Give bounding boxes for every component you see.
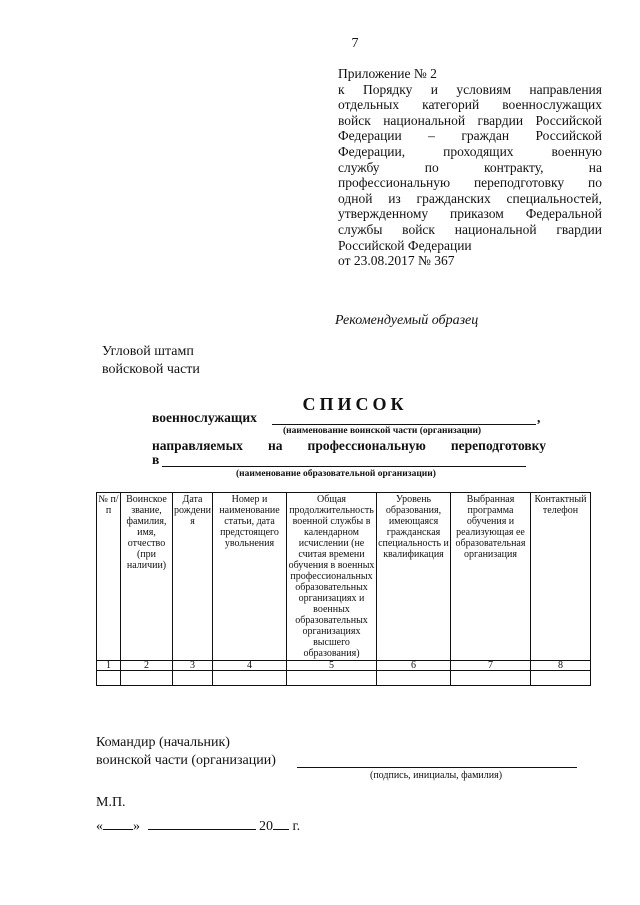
month-blank	[148, 817, 256, 830]
table-cell	[531, 671, 591, 686]
year-suffix: г.	[292, 819, 301, 834]
column-number: 3	[173, 661, 213, 671]
servicemen-table	[96, 492, 591, 686]
table-number-row	[97, 661, 591, 671]
year-prefix: 20	[259, 819, 273, 834]
signature-underline	[297, 767, 577, 768]
table-header-cell: Контактный телефон	[531, 493, 591, 661]
table-row	[97, 671, 591, 686]
institution-underline	[162, 466, 526, 467]
column-number: 4	[213, 661, 287, 671]
table-cell	[451, 671, 531, 686]
stamp-line: Угловой штамп	[102, 344, 194, 359]
column-number: 5	[287, 661, 377, 671]
seal-place: М.П.	[96, 795, 126, 810]
column-number: 1	[97, 661, 121, 671]
column-number: 7	[451, 661, 531, 671]
appendix-line: профессиональную переподготовку по	[338, 175, 602, 191]
servicemen-caption: (наименование воинской части (организации)	[283, 426, 482, 436]
table-cell	[173, 671, 213, 686]
signature-caption: (подпись, инициалы, фамилия)	[370, 770, 503, 781]
table-header-cell: Общая продолжительность военной службы в календарном исчислении (не считая времени обучения в военных профессиональных образовательных организациях и военных образовательных организациях высшего образования)	[287, 493, 377, 661]
in-label: в	[152, 452, 160, 467]
table-header-cell: № п/п	[97, 493, 121, 661]
institution-caption: (наименование образовательной организации)	[236, 469, 436, 479]
corner-stamp	[102, 343, 200, 379]
table-header-cell: Дата рождения	[173, 493, 213, 661]
appendix-block	[338, 66, 602, 269]
appendix-line: войск национальной гвардии Российской	[338, 112, 602, 128]
table-header-cell: Номер и наименование статьи, дата предстоящего увольнения	[213, 493, 287, 661]
commander-line: Командир (начальник)	[96, 735, 230, 750]
servicemen-underline	[272, 424, 536, 425]
day-blank	[103, 817, 133, 830]
table-header-cell: Воинское звание, фамилия, имя, отчество (при наличии)	[121, 493, 173, 661]
comma: ,	[537, 410, 541, 425]
appendix-line: службы войск национальной гвардии	[338, 221, 602, 237]
table-cell	[213, 671, 287, 686]
year-blank	[273, 817, 289, 830]
table-cell	[121, 671, 173, 686]
table-cell	[97, 671, 121, 686]
appendix-line: к Порядку и условиям направления	[338, 81, 602, 97]
commander-line: воинской части (организации)	[96, 753, 276, 768]
appendix-title: Приложение № 2	[338, 66, 437, 81]
column-number: 6	[377, 661, 451, 671]
appendix-line: Федерации, проходящих военную	[338, 143, 602, 159]
column-number: 2	[121, 661, 173, 671]
appendix-order: от 23.08.2017 № 367	[338, 253, 455, 269]
appendix-line: отдельных категорий военнослужащих	[338, 97, 602, 113]
table-header-cell: Выбранная программа обучения и реализующая ее образовательная организация	[451, 493, 531, 661]
page-number: 7	[351, 36, 359, 51]
commander-block	[96, 734, 276, 770]
open-quote: «	[96, 819, 103, 834]
column-number: 8	[531, 661, 591, 671]
appendix-line: Российской Федерации	[338, 237, 472, 253]
stamp-line: войсковой части	[102, 362, 200, 377]
date-line	[96, 817, 300, 835]
servicemen-label: военнослужащих	[152, 410, 257, 425]
list-title: СПИСОК	[302, 394, 408, 414]
appendix-line: утвержденному приказом Федеральной	[338, 206, 602, 222]
appendix-line: Федерации – граждан Российской	[338, 128, 602, 144]
table-header-cell: Уровень образования, имеющаяся гражданская специальность и квалификация	[377, 493, 451, 661]
appendix-line: одной из гражданских специальностей,	[338, 190, 602, 206]
table-header-row	[97, 493, 591, 661]
close-quote: »	[133, 819, 140, 834]
appendix-line: службу по контракту, на	[338, 159, 602, 175]
sample-label: Рекомендуемый образец	[335, 313, 479, 328]
table-cell	[287, 671, 377, 686]
directed-label: направляемых на профессиональную переподготовку	[152, 438, 546, 453]
table-cell	[377, 671, 451, 686]
